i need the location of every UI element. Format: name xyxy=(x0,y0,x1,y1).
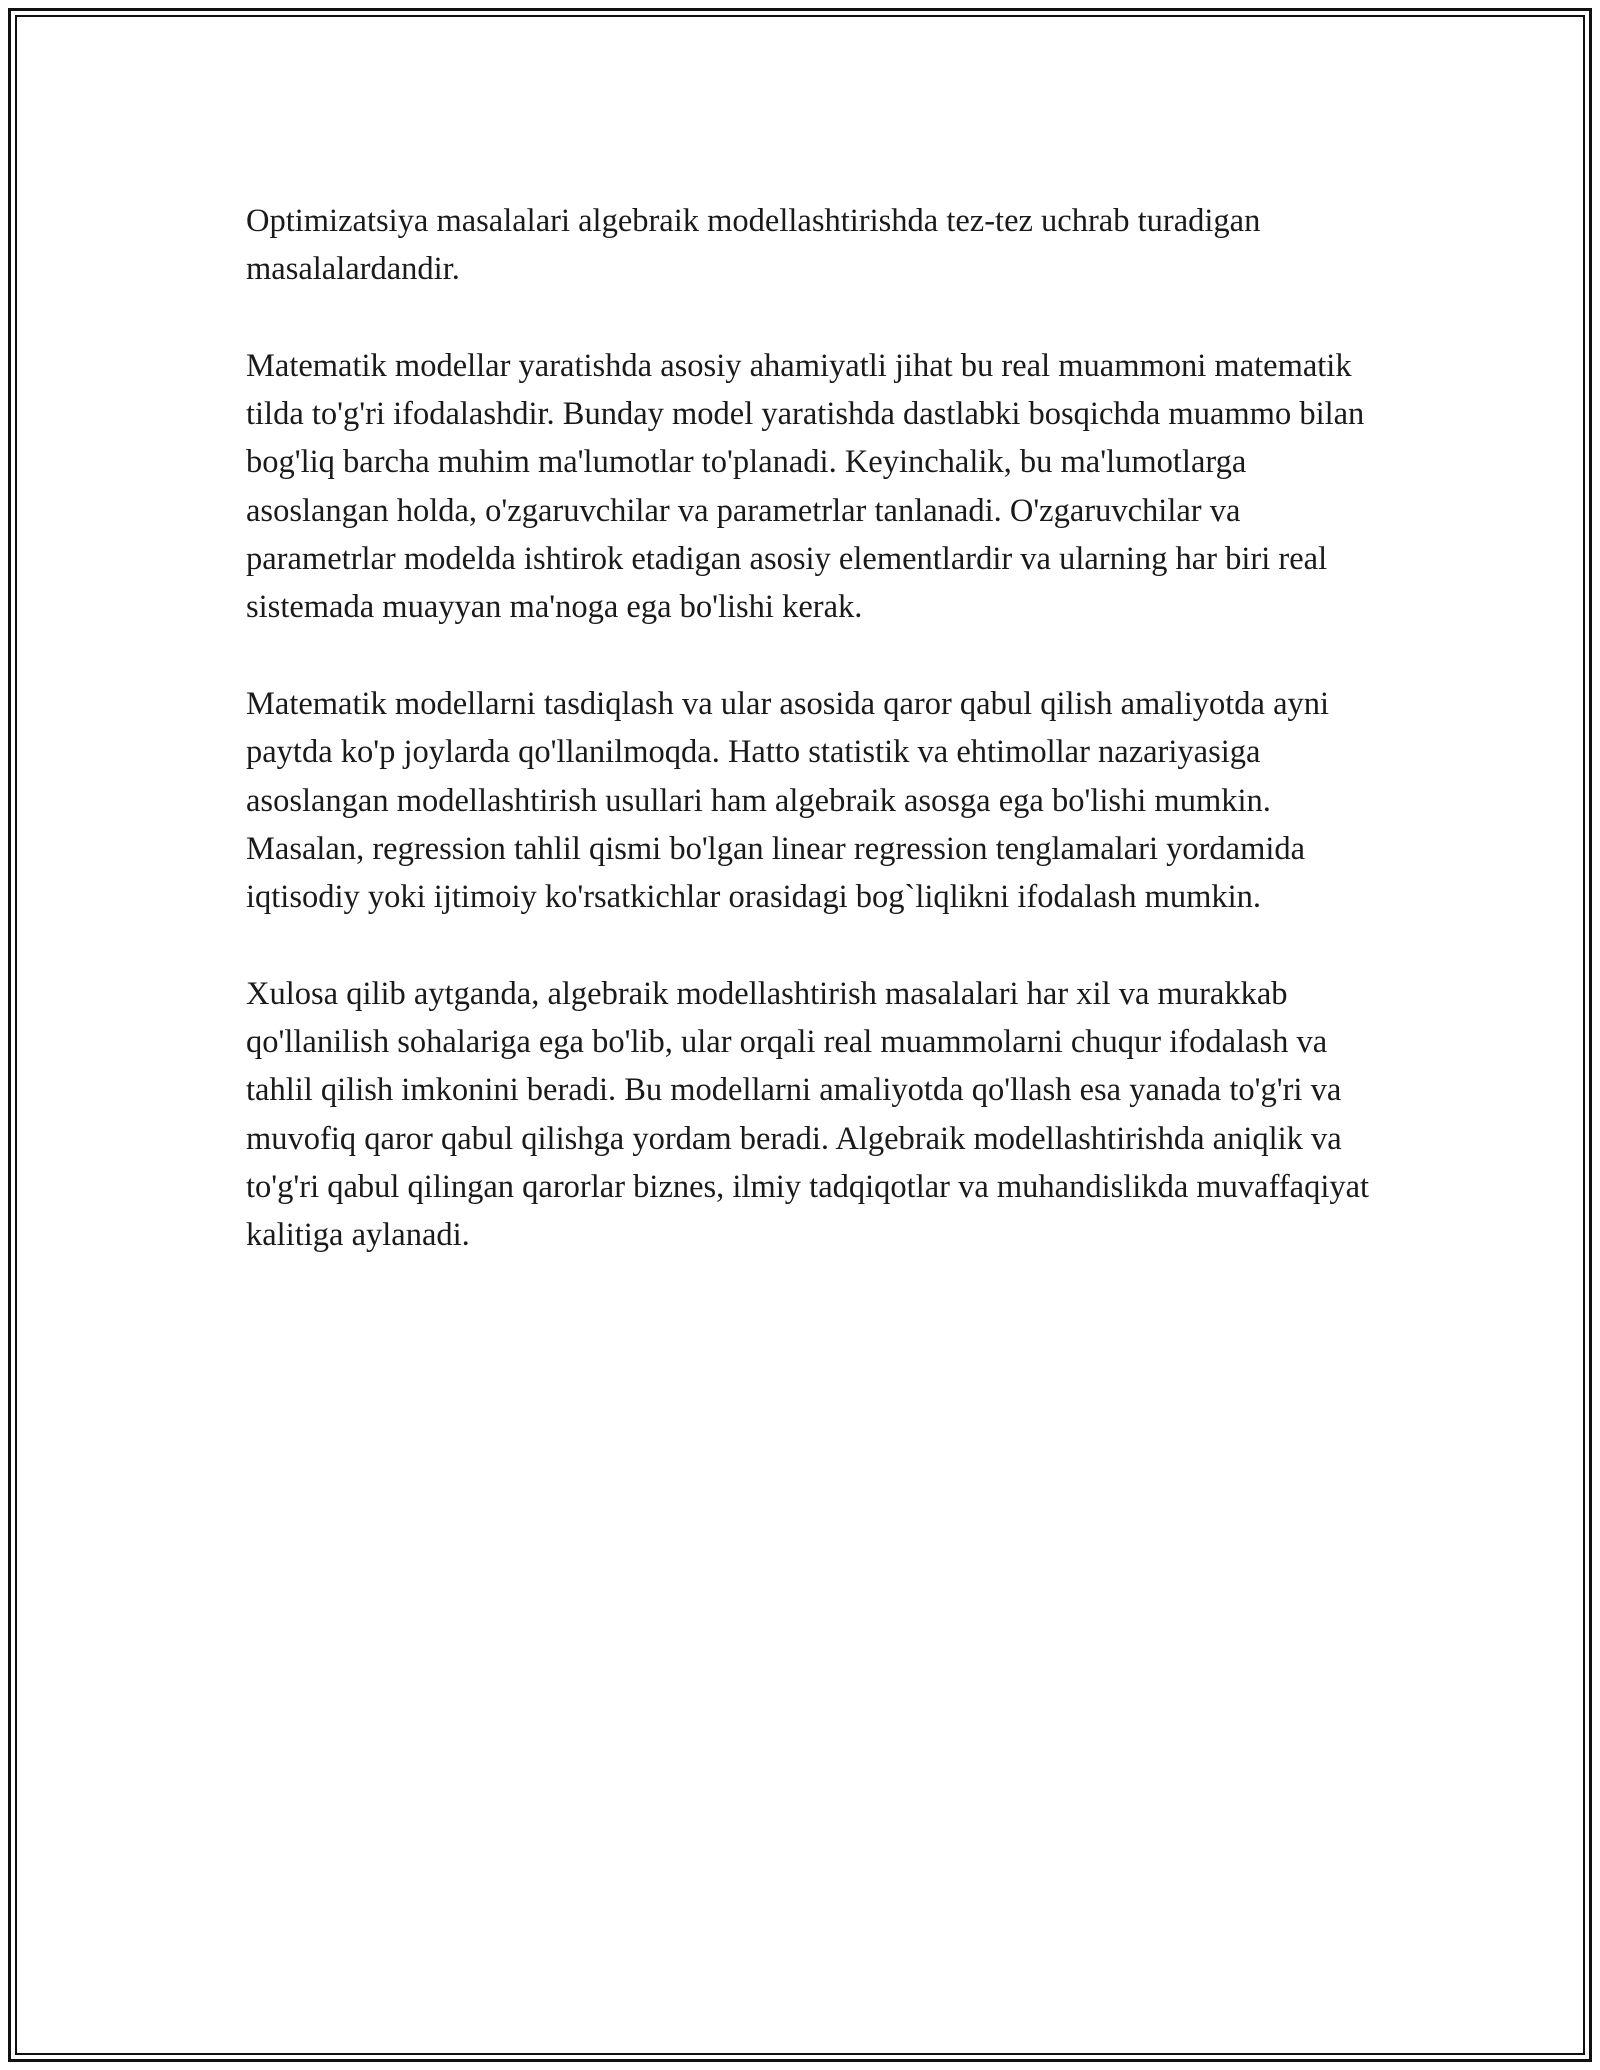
paragraph-model-validation: Matematik modellarni tasdiqlash va ular asosida qaror qabul qilish amaliyotda ayni paytda ko'p joylarda qo'llanilmoqda. Hatto statistik va ehtimollar nazariyasiga asoslangan modellashtirish usullari ham algebraik asosga ega bo'lishi mumkin. Masalan, regression tahlil qismi bo'lgan linear regression tenglamalari yordamida iqtisodiy yoki ijtimoiy ko'rsatkichlar orasidagi bog`liqlikni ifodalash mumkin. xyxy=(246,685,1330,916)
paragraph-conclusion: Xulosa qilib aytganda, algebraik modellashtirish masalalari har xil va murakkab qo'llanilish sohalariga ega bo'lib, ular orqali real muammolarni chuqur ifodalash va tahlil qilish imkonini beradi. Bu modellarni amaliyotda qo'llash esa yanada to'g'ri va muvofiq qaror qabul qilishga yordam beradi. Algebraik modellashtirishda aniqlik va to'g'ri qabul qilingan qarorlar biznes, ilmiy tadqiqotlar va muhandislikda muvaffaqiyat kalitiga aylanadi. xyxy=(246,975,1370,1254)
paragraph-model-creation: Matematik modellar yaratishda asosiy ahamiyatli jihat bu real muammoni matematik tilda to'g'ri ifodalashdir. Bunday model yaratishda dastlabki bosqichda muammo bilan bog'liq barcha muhim ma'lumotlar to'planadi. Keyinchalik, bu ma'lumotlarga asoslangan holda, o'zgaruvchilar va parametrlar tanlanadi. O'zgaruvchilar va parametrlar modelda ishtirok etadigan asosiy elementlardir va ularning har biri real sistemada muayyan ma'noga ega bo'lishi kerak. xyxy=(246,347,1365,626)
page-frame xyxy=(8,8,1592,2062)
document-body xyxy=(246,197,1396,1260)
paragraph-intro: Optimizatsiya masalalari algebraik modellashtirishda tez-tez uchrab turadigan masalalardandir. xyxy=(246,203,1261,288)
